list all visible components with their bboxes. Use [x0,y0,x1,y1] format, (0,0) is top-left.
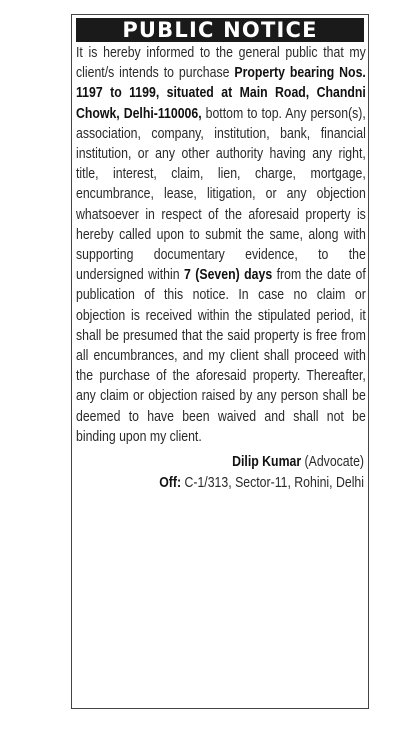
signature-block [116,452,364,494]
signatory-line [116,452,364,473]
office-address: C-1/313, Sector-11, Rohini, Delhi [181,475,364,492]
notice-body-part1: bottom to top. Any person(s), association, company, institution, bank, financial institution, or any other authority having any right, title, interest, claim, lien, charge, mortgage, encumbrance, lease, litigation, or any objection whatsoever in respect of the aforesaid property is hereby called upon to submit the same, along with supporting documentary evidence, to the undersigned within [76,105,366,284]
notice-intro: It is hereby informed to the general public that my client/s intends to purchase [76,45,366,82]
signatory-name: Dilip Kumar [232,454,302,471]
notice-title: PUBLIC NOTICE [76,18,364,42]
office-label: Off: [159,475,182,492]
signatory-role: (Advocate) [301,454,364,471]
notice-body [76,43,366,447]
notice-body-part2: from the date of publication of this notice. In case no claim or objection is received within the stipulated period, it shall be presumed that the said property is free from all encumbrances, and my client shall proceed with the purchase of the aforesaid property. Thereafter, any claim or objection raised by any person shall be deemed to have been waived and shall not be binding upon my client. [76,267,366,445]
office-line [116,473,364,494]
public-notice [71,14,369,709]
claim-period: 7 (Seven) days [184,267,273,284]
property-description: Property bearing Nos. 1197 to 1199, situated at Main Road, Chandni Chowk, Delhi-110006, [76,65,366,122]
